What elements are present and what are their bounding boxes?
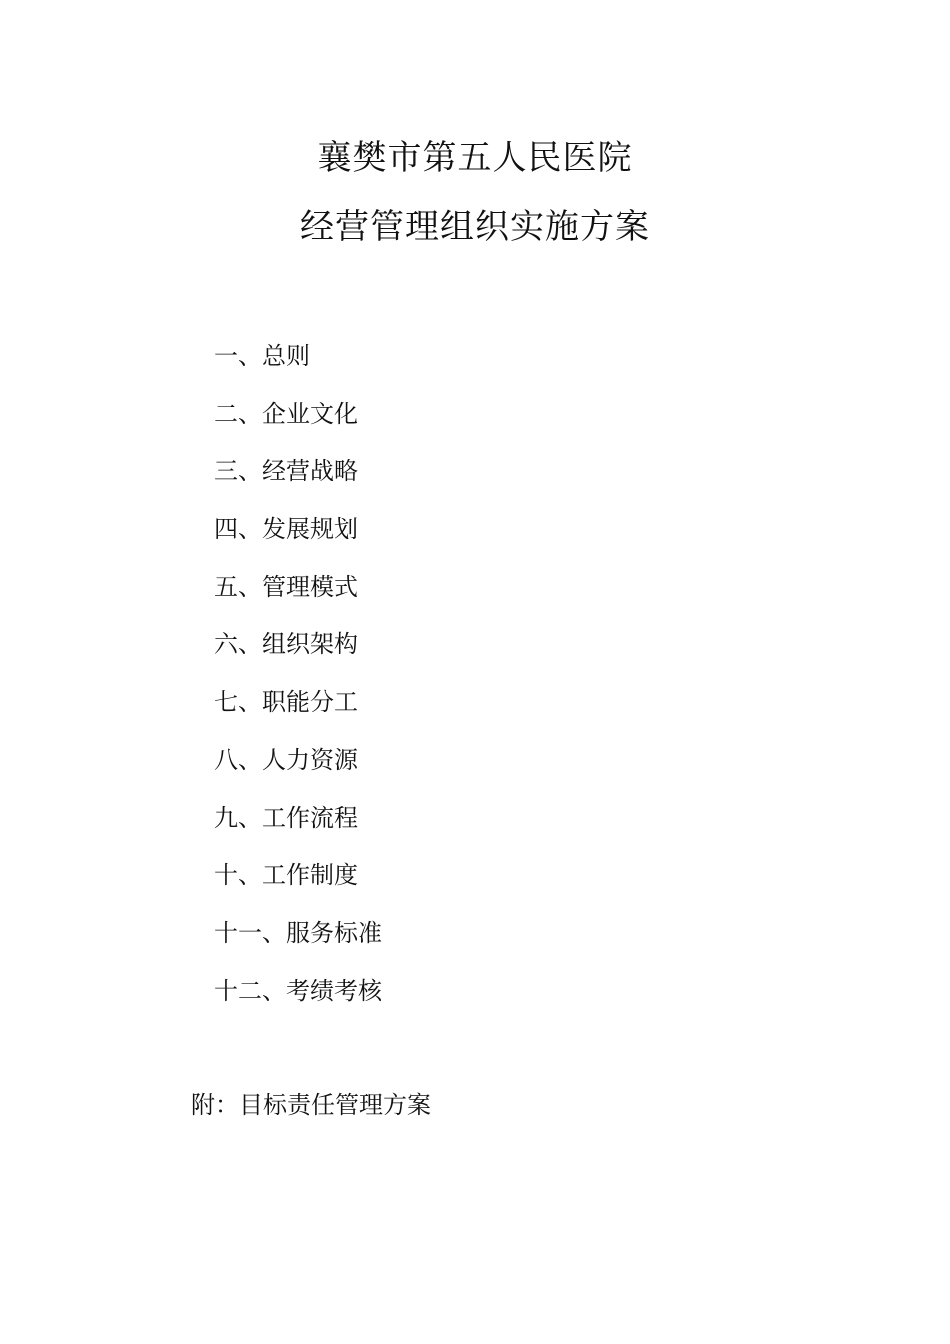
toc-item: 三、经营战略 <box>214 457 358 486</box>
toc-item: 四、发展规划 <box>214 515 358 544</box>
toc-item: 二、企业文化 <box>214 399 358 428</box>
toc-item: 七、职能分工 <box>214 688 358 717</box>
toc-item: 六、组织架构 <box>214 630 358 659</box>
toc-item: 十、工作制度 <box>214 861 358 890</box>
toc-item: 十二、考绩考核 <box>214 976 382 1005</box>
document-title-hospital: 襄樊市第五人民医院 <box>317 138 633 178</box>
toc-item: 八、人力资源 <box>214 745 358 774</box>
toc-item: 五、管理模式 <box>214 572 358 601</box>
document-title-plan: 经营管理组织实施方案 <box>300 207 650 247</box>
toc-item: 九、工作流程 <box>214 803 358 832</box>
toc-item: 一、总则 <box>214 342 310 370</box>
table-of-contents <box>214 338 382 1030</box>
toc-item: 十一、服务标准 <box>214 918 382 947</box>
appendix-note: 附：目标责任管理方案 <box>191 1091 431 1119</box>
